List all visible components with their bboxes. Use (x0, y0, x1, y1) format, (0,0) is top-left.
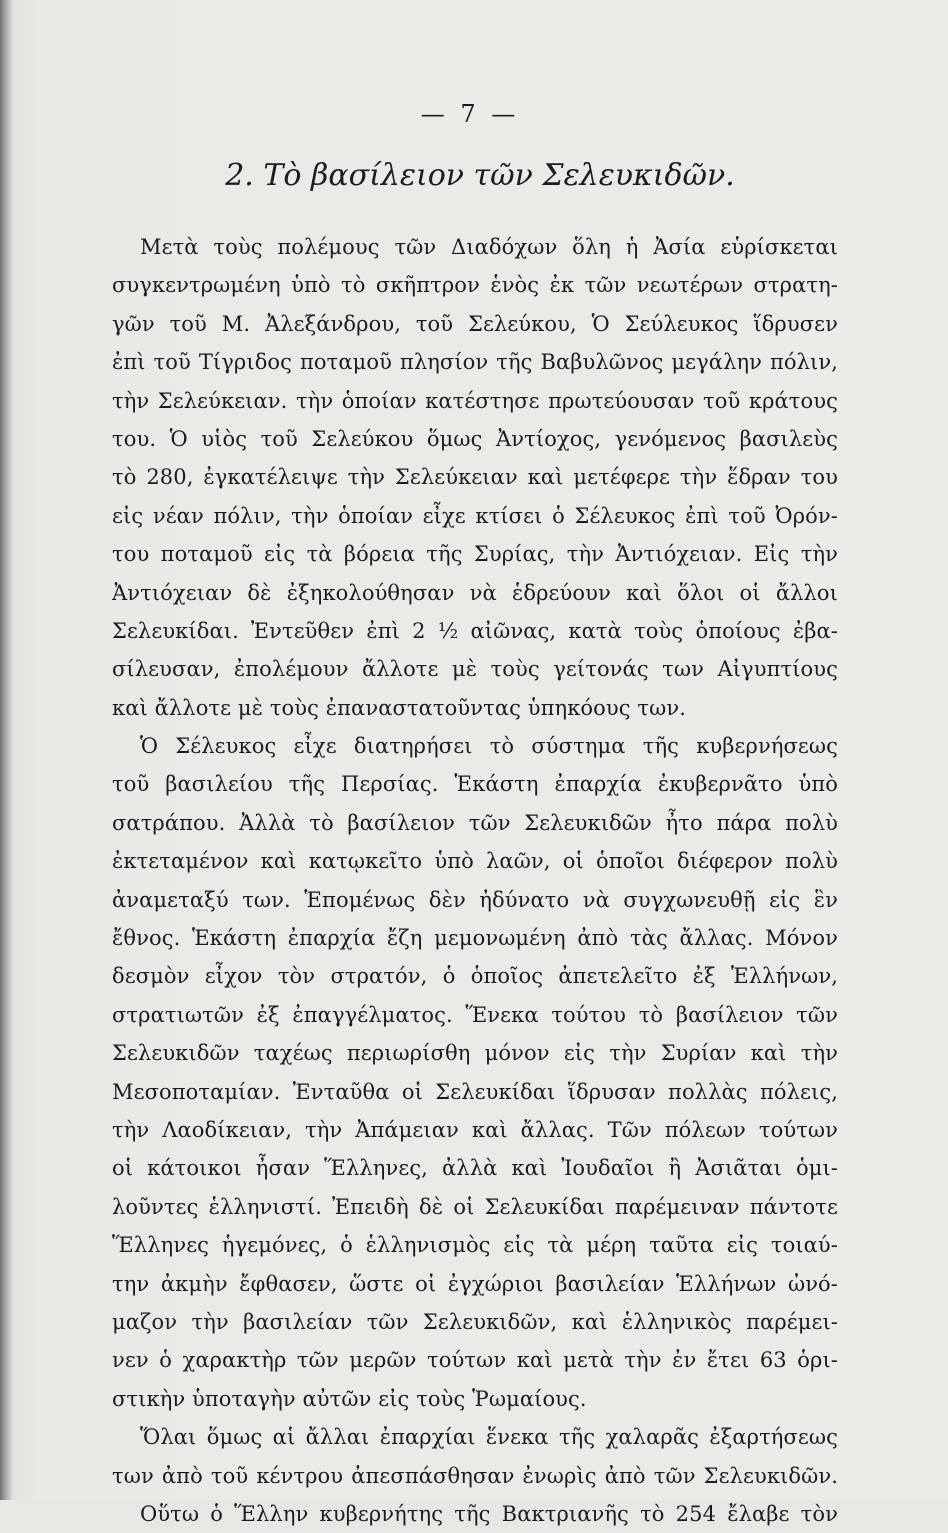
text-line: των ἀπὸ τοῦ κέντρου ἀπεσπάσθησαν ἐνωρὶς ἀπὸ τῶν Σελευκιδῶν. (112, 1463, 838, 1488)
text-line: τὸ 280, ἐγκατέλειψε τὴν Σελεύκειαν καὶ μετέφερε τὴν ἕδραν του (112, 465, 838, 490)
text-line: λοῦντες ἑλληνιστί. Ἐπειδὴ δὲ οἱ Σελευκίδαι παρέμειναν πάντοτε (112, 1194, 838, 1219)
text-line: Μετὰ τοὺς πολέμους τῶν Διαδόχων ὅλη ἡ Ἀσία εὑρίσκεται (140, 235, 838, 259)
text-line: ἀναμεταξύ των. Ἑπομένως δὲν ἠδύνατο νὰ συγχωνευθῇ εἰς ἓν (112, 887, 838, 912)
book-spine-edge (0, 0, 12, 1500)
text-line: Ὁ Σέλευκος εἶχε διατηρήσει τὸ σύστημα τῆς κυβερνήσεως (140, 734, 838, 759)
chapter-title: 2. Τὸ βασίλειον τῶν Σελευκιδῶν. (225, 158, 735, 193)
body-text (112, 228, 838, 1533)
text-line: δεσμὸν εἶχον τὸν στρατόν, ὁ ὁποῖος ἀπετελεῖτο ἐξ Ἑλλήνων, (112, 964, 838, 989)
text-line: Οὕτω ὁ Ἕλλην κυβερνήτης τῆς Βακτριανῆς τὸ 254 ἔλαβε τὸν (140, 1501, 838, 1526)
text-line: μαζον τὴν βασιλείαν τῶν Σελευκιδῶν, καὶ ἑλληνικὸς παρέμει- (112, 1309, 838, 1334)
text-line: γῶν τοῦ Μ. Ἀλεξάνδρου, τοῦ Σελεύκου, Ὁ Σεύλευκος ἵδρυσεν (112, 311, 838, 336)
text-line: του ποταμοῦ εἰς τὰ βόρεια τῆς Συρίας, τὴν Ἀντιόχειαν. Εἰς τὴν (112, 542, 838, 567)
text-line: στρατιωτῶν ἐξ ἐπαγγέλματος. Ἕνεκα τούτου τὸ βασίλειον τῶν (112, 1002, 838, 1027)
text-line: νεν ὁ χαρακτὴρ τῶν μερῶν τούτων καὶ μετὰ τὴν ἐν ἔτει 63 ὁρι- (112, 1348, 838, 1373)
text-line: του. Ὁ υἱὸς τοῦ Σελεύκου ὅμως Ἀντίοχος, γενόμενος βασιλεὺς (112, 426, 838, 451)
page-number: — 7 — (420, 100, 520, 128)
text-line: ἐκτεταμένον καὶ κατῳκεῖτο ὑπὸ λαῶν, οἱ ὁποῖοι διέφερον πολὺ (112, 849, 838, 874)
text-line: ἔθνος. Ἑκάστη ἐπαρχία ἔζη μεμονωμένη ἀπὸ τὰς ἄλλας. Μόνον (112, 926, 838, 951)
text-line: Σελευκίδαι. Ἐντεῦθεν ἐπὶ 2 ½ αἰῶνας, κατὰ τοὺς ὁποίους ἐβα- (112, 618, 838, 643)
text-line: στικὴν ὑποταγὴν αὐτῶν εἰς τοὺς Ῥωμαίους. (112, 1386, 587, 1411)
text-line: Ἀντιόχειαν δὲ ἐξηκολούθησαν νὰ ἑδρεύουν καὶ ὅλοι οἱ ἄλλοι (112, 580, 838, 605)
text-line: Ὅλαι ὅμως αἱ ἄλλαι ἐπαρχίαι ἕνεκα τῆς χαλαρᾶς ἐξαρτήσεως (140, 1425, 838, 1450)
text-line: σίλευσαν, ἐπολέμουν ἄλλοτε μὲ τοὺς γείτονάς των Αἰγυπτίους (112, 657, 838, 682)
text-line: καὶ ἄλλοτε μὲ τοὺς ἐπαναστατοῦντας ὑπηκόους των. (112, 695, 686, 720)
text-line: οἱ κάτοικοι ἦσαν Ἕλληνες, ἀλλὰ καὶ Ἰουδαῖοι ἢ Ἀσιᾶται ὁμι- (112, 1156, 838, 1181)
text-line: τὴν Σελεύκειαν. τὴν ὁποίαν κατέστησε πρωτεύουσαν τοῦ κράτους (112, 388, 838, 413)
text-line: τὴν Λαοδίκειαν, τὴν Ἀπάμειαν καὶ ἄλλας. Τῶν πόλεων τούτων (112, 1117, 838, 1142)
text-line: ἐπὶ τοῦ Τίγριδος ποταμοῦ πλησίον τῆς Βαβυλῶνος μεγάλην πόλιν, (112, 350, 838, 375)
text-line: Ἕλληνες ἡγεμόνες, ὁ ἑλληνισμὸς εἰς τὰ μέρη ταῦτα εἰς τοιαύ- (112, 1233, 838, 1258)
text-line: σατράπου. Ἀλλὰ τὸ βασίλειον τῶν Σελευκιδῶν ἦτο πάρα πολὺ (112, 810, 838, 835)
text-line: την ἀκμὴν ἔφθασεν, ὥστε οἱ ἐγχώριοι βασιλείαν Ἑλλήνων ὠνό- (112, 1271, 838, 1296)
text-line: τοῦ βασιλείου τῆς Περσίας. Ἑκάστη ἐπαρχία ἐκυβερνᾶτο ὑπὸ (112, 772, 838, 797)
text-line: εἰς νέαν πόλιν, τὴν ὁποίαν εἶχε κτίσει ὁ Σέλευκος ἐπὶ τοῦ Ὀρόν- (112, 503, 838, 528)
text-line: συγκεντρωμένη ὑπὸ τὸ σκῆπτρον ἑνὸς ἐκ τῶν νεωτέρων στρατη- (112, 273, 838, 298)
text-line: Μεσοποταμίαν. Ἐνταῦθα οἱ Σελευκίδαι ἵδρυσαν πολλὰς πόλεις, (112, 1079, 838, 1104)
text-line: Σελευκιδῶν ταχέως περιωρίσθη μόνον εἰς τὴν Συρίαν καὶ τὴν (112, 1041, 838, 1066)
